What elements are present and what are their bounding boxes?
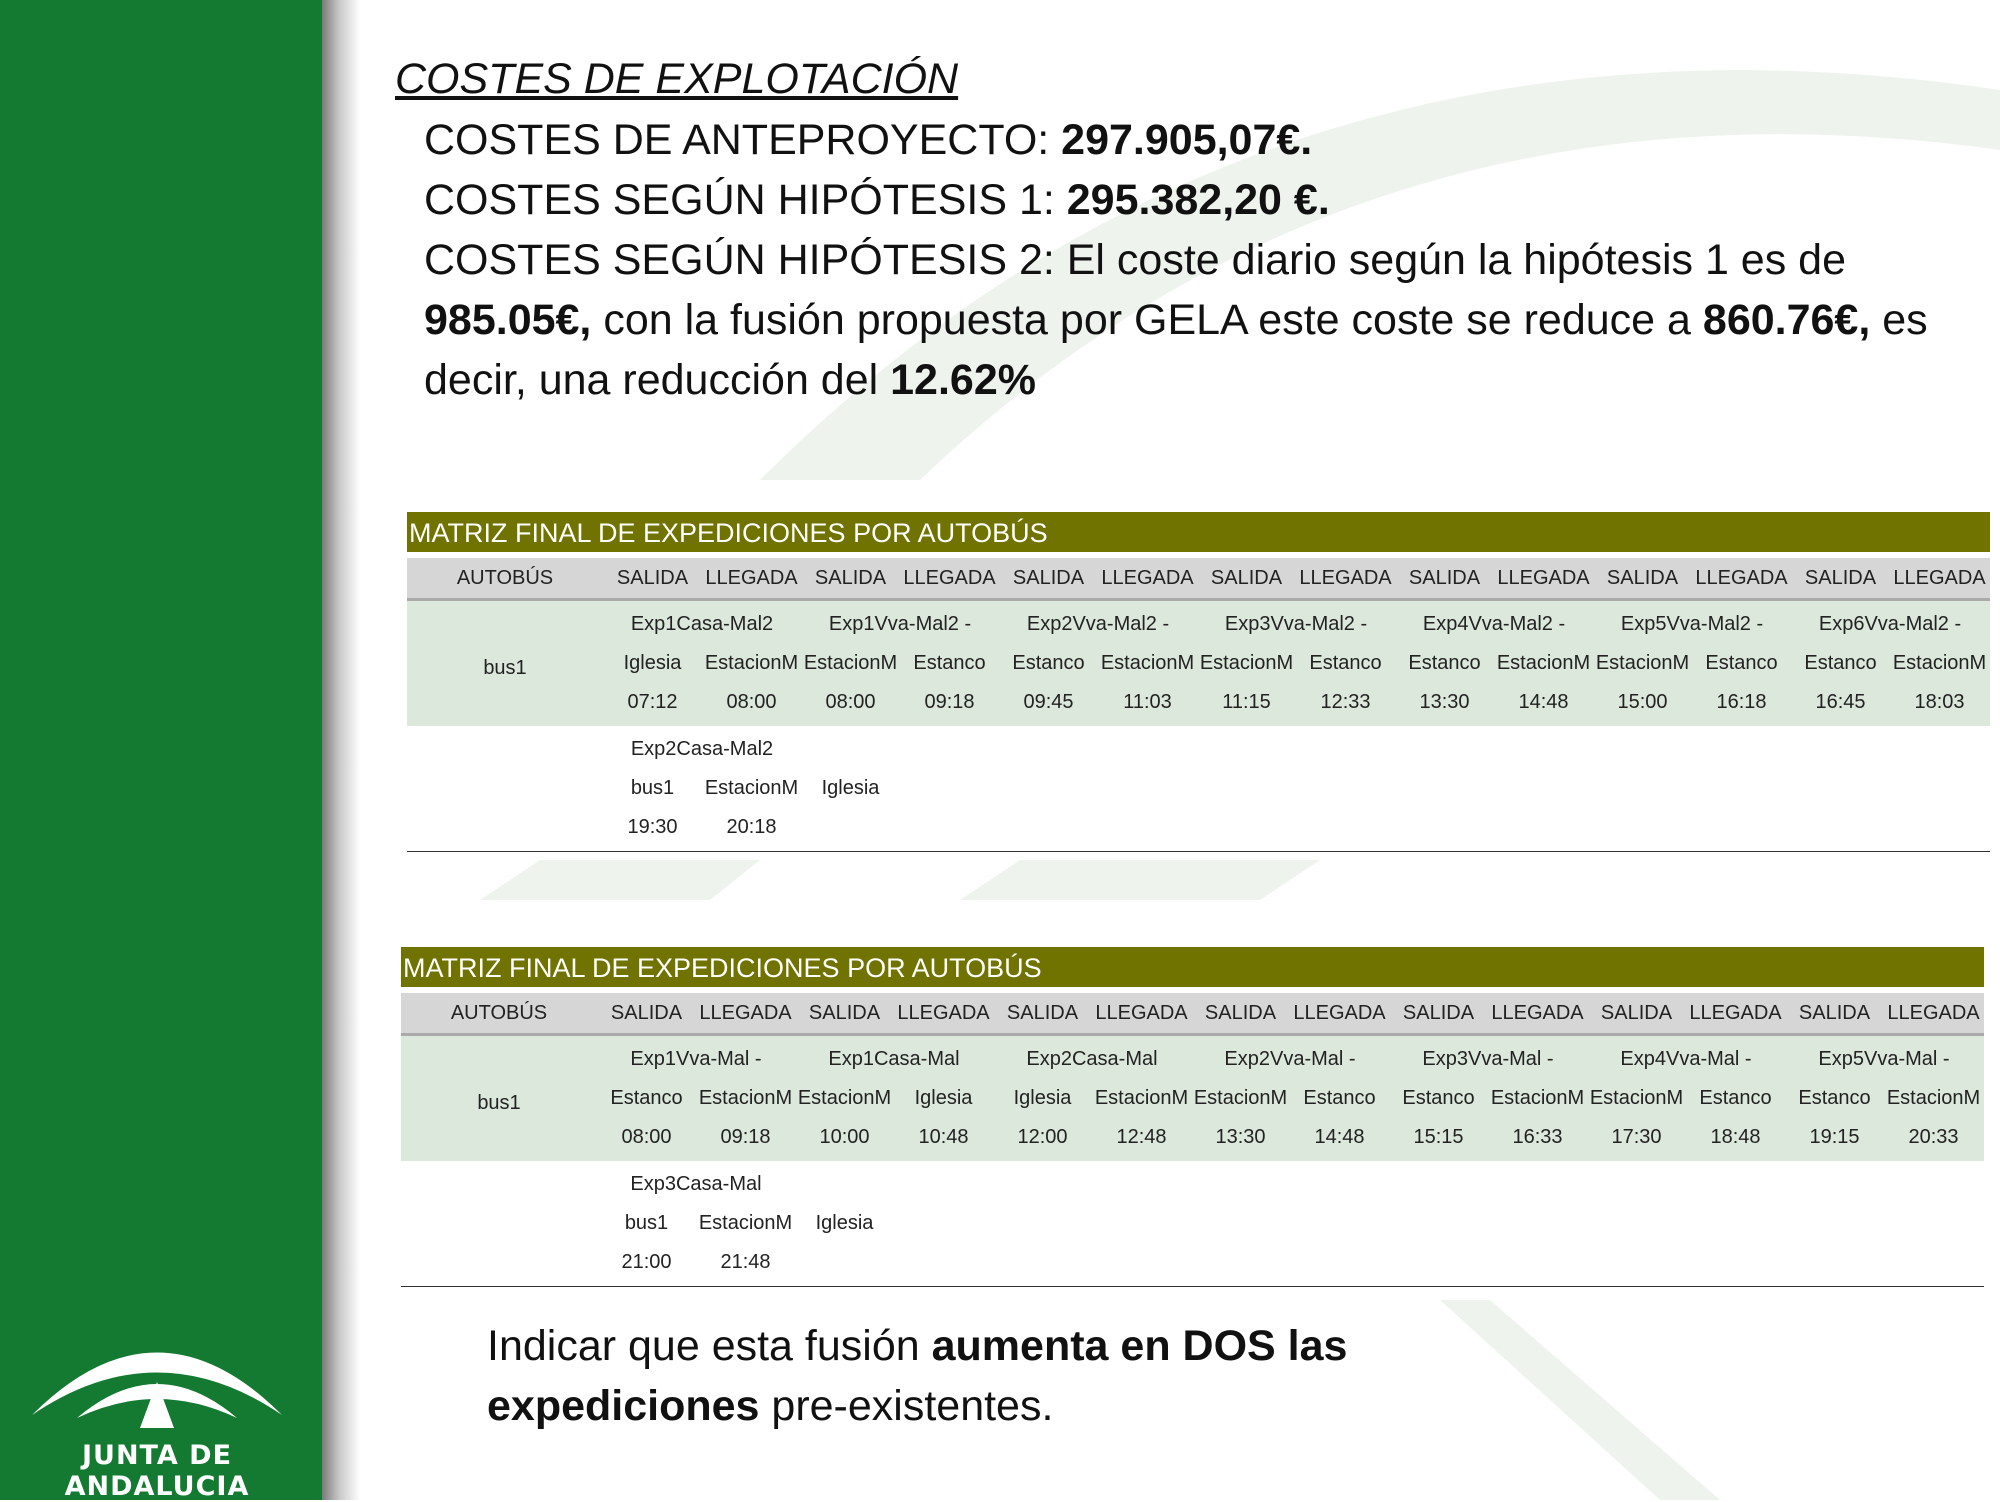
table-header-row	[401, 993, 1984, 1036]
header-cell: SALIDA	[1408, 566, 1481, 589]
cost-line-hipotesis2	[424, 230, 1944, 410]
stop-cell: Estanco	[1303, 1087, 1376, 1109]
table-row	[401, 1161, 1984, 1286]
expedition-name: Exp1Casa-Mal	[828, 1048, 960, 1070]
time-cell: 20:18	[726, 816, 777, 838]
cost-value: 985.05€,	[424, 296, 592, 344]
header-autobus: AUTOBÚS	[456, 566, 554, 589]
extra-times-row	[401, 1243, 1984, 1282]
times-row	[407, 683, 1990, 722]
time-cell: 13:30	[1215, 1126, 1266, 1148]
table-title: MATRIZ FINAL DE EXPEDICIONES POR AUTOBÚS	[401, 947, 1984, 987]
cost-value: 860.76€,	[1702, 296, 1871, 344]
extra-stops-row	[401, 1204, 1984, 1243]
time-cell: 12:33	[1320, 691, 1371, 713]
stop-cell: EstacionM	[797, 1087, 892, 1109]
expedition-name-row	[401, 1040, 1984, 1079]
table-bottom-rule	[407, 851, 1990, 852]
expedition-name: Exp3Vva-Mal2 -	[1224, 613, 1368, 635]
stop-cell: EstacionM	[698, 1087, 793, 1109]
header-cell: LLEGADA	[1491, 1001, 1584, 1024]
header-cell: LLEGADA	[699, 1001, 792, 1024]
sidebar-band	[0, 0, 322, 1500]
stop-cell: EstacionM	[1892, 652, 1987, 674]
times-row	[401, 1118, 1984, 1157]
time-cell: 12:48	[1116, 1126, 1167, 1148]
time-cell: 11:15	[1222, 691, 1271, 713]
header-cell: LLEGADA	[1497, 566, 1590, 589]
cost-line-hipotesis1	[424, 170, 1944, 230]
logo-arcs-icon	[22, 1300, 292, 1435]
expedition-name: Exp3Casa-Mal	[630, 1173, 762, 1195]
stop-cell: Iglesia	[914, 1087, 973, 1109]
header-cell: SALIDA	[1606, 566, 1679, 589]
time-cell: 17:30	[1611, 1126, 1662, 1148]
table-title: MATRIZ FINAL DE EXPEDICIONES POR AUTOBÚS	[407, 512, 1990, 552]
time-cell: 16:45	[1815, 691, 1866, 713]
stop-cell: EstacionM	[704, 777, 799, 799]
sidebar-shadow	[322, 0, 360, 1500]
time-cell: 15:00	[1617, 691, 1668, 713]
note-text	[487, 1316, 1487, 1436]
extra-stops-row	[407, 769, 1990, 808]
header-cell: SALIDA	[1798, 1001, 1871, 1024]
time-cell: 09:45	[1023, 691, 1074, 713]
time-cell: 21:48	[720, 1251, 771, 1273]
cost-text: con la fusión propuesta por GELA este coste se reduce a	[591, 296, 1703, 344]
time-cell: 14:48	[1314, 1126, 1365, 1148]
stop-cell: Estanco	[1402, 1087, 1475, 1109]
stop-cell: Iglesia	[623, 652, 682, 674]
time-cell: 08:00	[621, 1126, 672, 1148]
time-cell: 10:48	[918, 1126, 969, 1148]
stop-cell: EstacionM	[1100, 652, 1195, 674]
time-cell: 18:03	[1914, 691, 1965, 713]
time-cell: 20:33	[1908, 1126, 1959, 1148]
cost-summary	[424, 110, 1944, 410]
header-cell: SALIDA	[1006, 1001, 1079, 1024]
time-cell: 12:00	[1017, 1126, 1068, 1148]
stop-cell: EstacionM	[1490, 1087, 1585, 1109]
stop-cell: EstacionM	[1496, 652, 1591, 674]
time-cell: 16:33	[1512, 1126, 1563, 1148]
stop-cell: Estanco	[1705, 652, 1778, 674]
junta-de-andalucia-logo	[22, 1300, 292, 1502]
expedition-name: Exp1Vva-Mal2 -	[828, 613, 972, 635]
cost-label: COSTES DE ANTEPROYECTO:	[424, 116, 1062, 164]
time-cell: 15:15	[1413, 1126, 1464, 1148]
header-cell: LLEGADA	[1101, 566, 1194, 589]
stop-cell: EstacionM	[803, 652, 898, 674]
expedition-name: Exp4Vva-Mal -	[1620, 1048, 1752, 1070]
cost-label: COSTES SEGÚN HIPÓTESIS 1:	[424, 176, 1067, 224]
time-cell: 14:48	[1518, 691, 1569, 713]
stop-cell: Estanco	[1309, 652, 1382, 674]
expedition-name: Exp4Vva-Mal2 -	[1422, 613, 1566, 635]
section-title: COSTES DE EXPLOTACIÓN	[395, 55, 959, 103]
table-bottom-rule	[401, 1286, 1984, 1287]
cost-value: 297.905,07€.	[1061, 116, 1313, 164]
time-cell: 11:03	[1123, 691, 1172, 713]
stop-cell: Estanco	[1804, 652, 1877, 674]
stop-cell: EstacionM	[1094, 1087, 1189, 1109]
header-cell: SALIDA	[616, 566, 689, 589]
time-cell: 19:15	[1809, 1126, 1860, 1148]
expedition-name: Exp1Casa-Mal2	[630, 613, 774, 635]
time-cell: 10:00	[819, 1126, 870, 1148]
bus-label: bus1	[483, 657, 527, 679]
time-cell: 09:18	[924, 691, 975, 713]
expedition-name: Exp5Vva-Mal2 -	[1620, 613, 1764, 635]
table-header-row	[407, 558, 1990, 601]
stop-cell: EstacionM	[704, 652, 799, 674]
header-cell: SALIDA	[1210, 566, 1283, 589]
extra-times-row	[407, 808, 1990, 847]
expedition-name: Exp3Vva-Mal -	[1422, 1048, 1554, 1070]
header-cell: LLEGADA	[1293, 1001, 1386, 1024]
note-part: Indicar que esta fusión	[487, 1322, 932, 1370]
stop-cell: EstacionM	[1199, 652, 1294, 674]
stop-cell: EstacionM	[1595, 652, 1690, 674]
header-cell: SALIDA	[1600, 1001, 1673, 1024]
time-cell: 08:00	[726, 691, 777, 713]
cost-value: 295.382,20 €.	[1066, 176, 1330, 224]
stop-cell: EstacionM	[1193, 1087, 1288, 1109]
stop-cell: Estanco	[1012, 652, 1085, 674]
header-cell: LLEGADA	[897, 1001, 990, 1024]
stop-cell: EstacionM	[1589, 1087, 1684, 1109]
stop-cell: Estanco	[1699, 1087, 1772, 1109]
header-cell: SALIDA	[814, 566, 887, 589]
header-cell: SALIDA	[1012, 566, 1085, 589]
stop-cell: bus1	[624, 1212, 669, 1234]
header-cell: LLEGADA	[1095, 1001, 1188, 1024]
time-cell: 09:18	[720, 1126, 771, 1148]
stop-cell: EstacionM	[1886, 1087, 1981, 1109]
time-cell: 19:30	[627, 816, 678, 838]
table-row	[407, 601, 1990, 726]
header-cell: SALIDA	[1804, 566, 1877, 589]
stop-cell: EstacionM	[698, 1212, 793, 1234]
expedition-name: Exp5Vva-Mal -	[1818, 1048, 1950, 1070]
stop-cell: Iglesia	[1013, 1087, 1072, 1109]
expedition-name: Exp2Vva-Mal -	[1224, 1048, 1356, 1070]
stop-cell: Iglesia	[821, 777, 880, 799]
stop-cell: Estanco	[610, 1087, 683, 1109]
stop-cell: Iglesia	[815, 1212, 874, 1234]
stop-cell: bus1	[630, 777, 675, 799]
cost-text: es decir, una reducción del	[424, 296, 1928, 404]
expedition-name: Exp2Vva-Mal2 -	[1026, 613, 1170, 635]
main-content	[395, 55, 1955, 410]
expedition-name: Exp1Vva-Mal -	[630, 1048, 762, 1070]
extra-expedition-row	[401, 1165, 1984, 1204]
time-cell: 21:00	[621, 1251, 672, 1273]
header-cell: LLEGADA	[1689, 1001, 1782, 1024]
header-cell: SALIDA	[1204, 1001, 1277, 1024]
header-cell: LLEGADA	[1893, 566, 1986, 589]
expeditions-table-1	[407, 512, 1990, 852]
cost-value: 12.62%	[890, 356, 1036, 404]
header-cell: LLEGADA	[1887, 1001, 1980, 1024]
time-cell: 13:30	[1419, 691, 1470, 713]
expedition-name: Exp6Vva-Mal2 -	[1818, 613, 1962, 635]
stop-cell: Estanco	[913, 652, 986, 674]
stops-row	[407, 644, 1990, 683]
header-cell: LLEGADA	[903, 566, 996, 589]
cost-text: COSTES SEGÚN HIPÓTESIS 2: El coste diario según la hipótesis 1 es de	[424, 236, 1847, 284]
expedition-name-row	[407, 605, 1990, 644]
table-row	[401, 1036, 1984, 1161]
stop-cell: Estanco	[1408, 652, 1481, 674]
time-cell: 07:12	[627, 691, 678, 713]
expedition-name: Exp2Casa-Mal	[1026, 1048, 1158, 1070]
extra-expedition-row	[407, 730, 1990, 769]
time-cell: 08:00	[825, 691, 876, 713]
table-row	[407, 726, 1990, 851]
time-cell: 16:18	[1716, 691, 1767, 713]
header-cell: SALIDA	[610, 1001, 683, 1024]
stops-row	[401, 1079, 1984, 1118]
logo-text: JUNTA DE ANDALUCIA	[64, 1440, 250, 1502]
cost-line-anteproyecto	[424, 110, 1944, 170]
header-cell: SALIDA	[1402, 1001, 1475, 1024]
note-part: pre-existentes.	[759, 1382, 1054, 1430]
bus-label: bus1	[477, 1092, 521, 1114]
header-autobus: AUTOBÚS	[450, 1001, 548, 1024]
time-cell: 18:48	[1710, 1126, 1761, 1148]
header-cell: LLEGADA	[1299, 566, 1392, 589]
header-cell: LLEGADA	[1695, 566, 1788, 589]
header-cell: SALIDA	[808, 1001, 881, 1024]
expeditions-table-2	[401, 947, 1984, 1287]
stop-cell: Estanco	[1798, 1087, 1871, 1109]
header-cell: LLEGADA	[705, 566, 798, 589]
expedition-name: Exp2Casa-Mal2	[630, 738, 774, 760]
note-bold: aumenta en DOS las expediciones	[487, 1322, 1348, 1430]
